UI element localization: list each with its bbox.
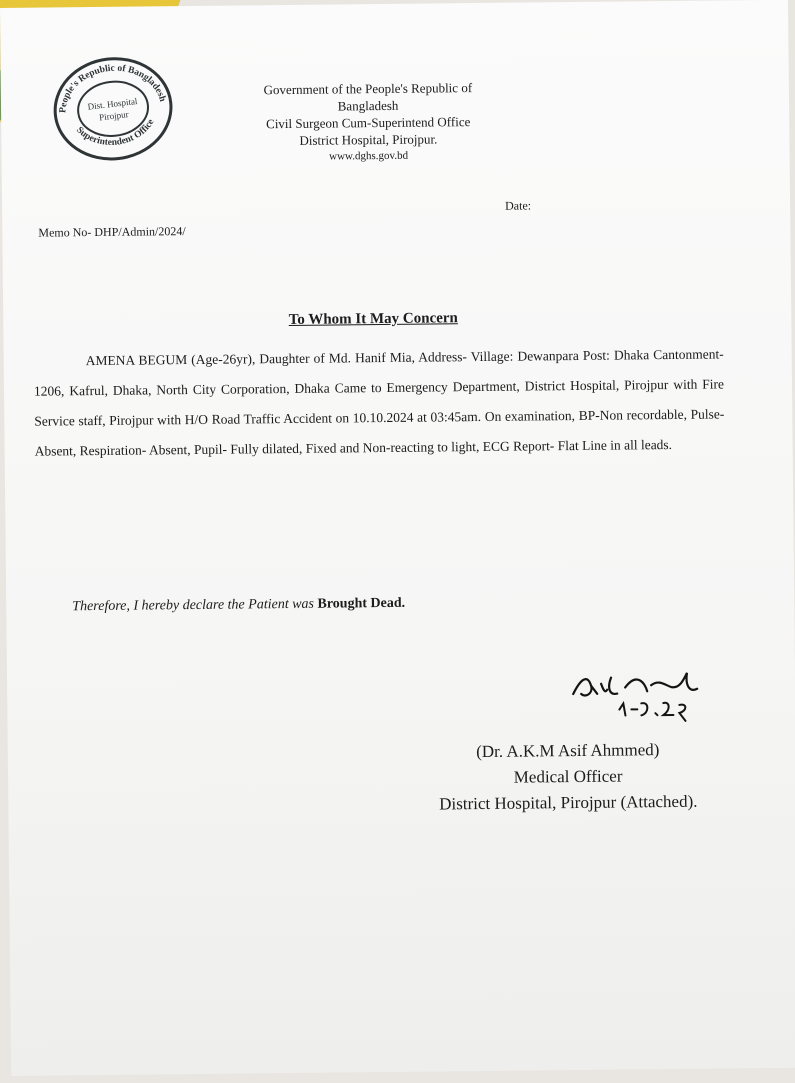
svg-text:Superintendent Office (73, 117, 158, 153)
letter-body: AMENA BEGUM (Age-26yr), Daughter of Md. Hanif Mia, Address- Village: Dewanpara Post: Dhaka Cantonment-1206, Kafrul, Dhaka, North City Corporation, Dhaka Came to Emergency Department, District Hospital, Pirojpur with Fire Service staff, Pirojpur with H/O Road Traffic Accident on 10.10.2024 at 03:45am. On examination, BP-Non recordable, Pulse- Absent, Respiration- Absent, Pupil- Fully dilated, Fixed and Non-reacting to light, ECG Report- Flat Line in all leads. (33, 346, 725, 459)
signatory-name: (Dr. A.K.M Asif Ahmmed) (476, 740, 660, 762)
letterhead-line-1: Government of the People's Republic of (263, 80, 473, 98)
letterhead-line-3: Civil Surgeon Cum-Superintend Office (266, 114, 471, 132)
letterhead-line-2: Bangladesh (337, 97, 399, 114)
seal-center-line2: Pirojpur (98, 109, 130, 123)
letter-subject: To Whom It May Concern (288, 310, 458, 328)
declaration-text: Therefore, I hereby declare the Patient was (72, 596, 318, 615)
signatory-block (403, 736, 734, 817)
signatory-title: Medical Officer (513, 766, 623, 787)
signatory-office: District Hospital, Pirojpur (Attached). (439, 791, 698, 814)
memo-number: Memo No- DHP/Admin/2024/ (38, 224, 186, 240)
seal-ring-bottom-text: Superintendent Office (74, 117, 157, 149)
seal-center-line1: Dist. Hospital (87, 96, 138, 112)
letterhead-website: www.dghs.gov.bd (329, 149, 409, 163)
seal-ring-top-text: People's Republic of Bangladesh (58, 63, 168, 114)
date-label: Date: (505, 198, 532, 213)
handwritten-signature (567, 662, 728, 724)
declaration-emphasis: Brought Dead. (317, 595, 406, 612)
office-seal-stamp (50, 54, 175, 163)
letterhead-line-4: District Hospital, Pirojpur. (299, 131, 438, 148)
declaration (72, 596, 405, 615)
letterhead (223, 79, 514, 167)
